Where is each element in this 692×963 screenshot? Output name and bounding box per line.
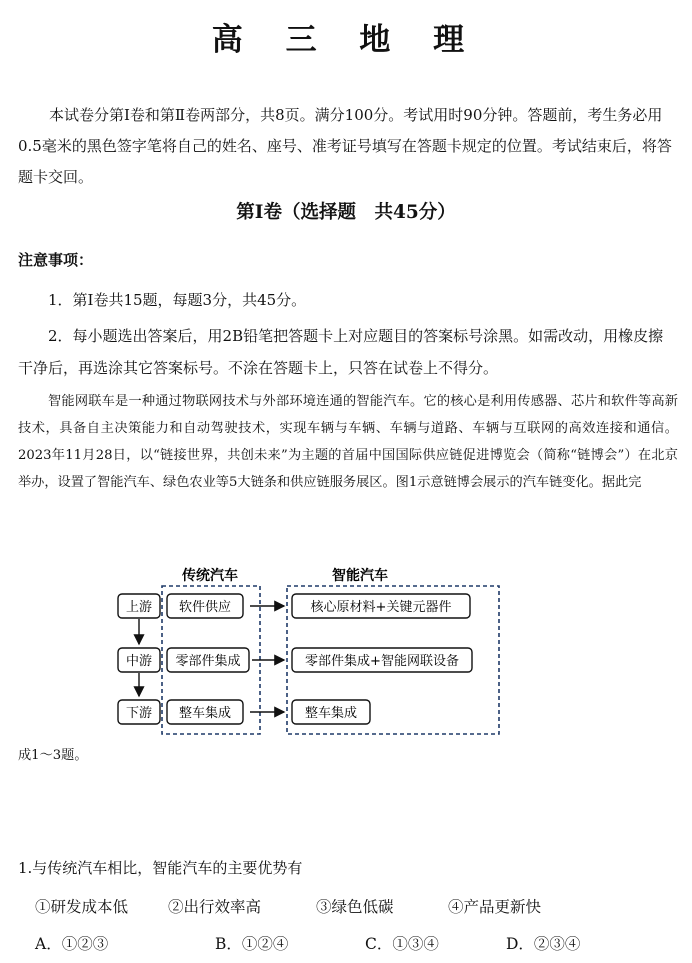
option-4: ④产品更新快 <box>448 898 542 916</box>
smart-item-1: 核心原材料+关键元器件 <box>310 600 452 615</box>
passage-text: 智能网联车是一种通过物联网技术与外部环境连通的智能汽车。它的核心是利用传感器、芯片和软件等高新技术，具备自主决策能力和自动驾驶技术，实现车辆与车辆、车辆与道路、车辆与互联网的高效连接和通信。2023年11月28日，以“链接世界，共创未来”为主题的首届中国国际供应链促进博览会（简称“链博会”）在北京举办，设置了智能汽车、绿色农业等5大链条和供应链服务展区。图1示意链博会展示的汽车链变化。据此完 <box>18 394 678 490</box>
traditional-item-2: 零部件集成 <box>175 654 241 669</box>
supply-chain-diagram <box>100 560 520 740</box>
section-title: 第Ⅰ卷（选择题 共45分） <box>236 202 456 223</box>
notice-heading: 注意事项： <box>18 251 94 269</box>
question-stem: 1.与传统汽车相比，智能汽车的主要优势有 <box>18 859 303 877</box>
intro-paragraph: 本试卷分第Ⅰ卷和第Ⅱ卷两部分，共8页。满分100分。考试用时90分钟。答题前，考生务必用0.5毫米的黑色签字笔将自己的姓名、座号、准考证号填写在答题卡规定的位置。考试结束后，将答题卡交回。 <box>18 106 672 186</box>
stage-upstream: 上游 <box>125 600 153 615</box>
traditional-car-label: 传统汽车 <box>182 568 238 584</box>
answer-a[interactable]: A．①②③ <box>35 935 109 953</box>
traditional-item-1: 软件供应 <box>178 600 232 615</box>
answer-c[interactable]: C．①③④ <box>365 935 439 953</box>
page-title: 高 三 地 理 <box>211 22 481 58</box>
passage-tail: 成1～3题。 <box>18 748 88 763</box>
smart-car-label: 智能汽车 <box>332 568 388 584</box>
option-3: ③绿色低碳 <box>316 898 394 916</box>
notice-item-1: 1．第Ⅰ卷共15题，每题3分，共45分。 <box>48 291 307 309</box>
stage-downstream: 下游 <box>125 706 153 721</box>
traditional-item-3: 整车集成 <box>178 706 232 721</box>
exam-instructions <box>18 100 676 193</box>
answer-d[interactable]: D．②③④ <box>506 935 581 953</box>
smart-item-2: 零部件集成+智能网联设备 <box>305 654 459 669</box>
notice-item <box>18 320 676 384</box>
stage-midstream: 中游 <box>125 654 153 669</box>
smart-item-3: 整车集成 <box>304 706 358 721</box>
reading-passage <box>18 388 678 496</box>
option-2: ②出行效率高 <box>168 898 262 916</box>
answer-b[interactable]: B．①②④ <box>215 935 289 953</box>
notice-item-2: 2．每小题选出答案后，用2B铅笔把答题卡上对应题目的答案标号涂黑。如需改动，用橡皮擦干净后，再选涂其它答案标号。不涂在答题卡上，只答在试卷上不得分。 <box>18 327 664 377</box>
option-1: ①研发成本低 <box>35 898 129 916</box>
notice-item <box>18 284 676 316</box>
